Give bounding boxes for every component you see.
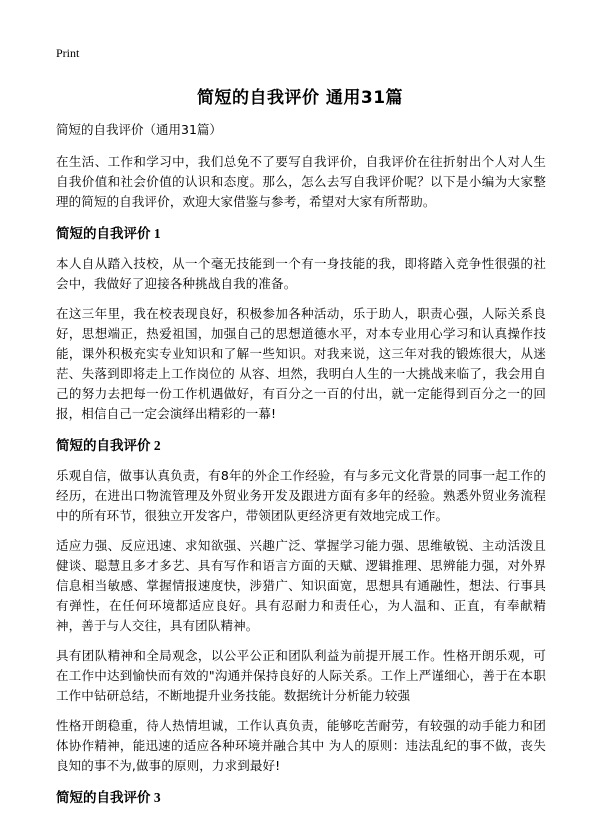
section-heading-2: 简短的自我评价 2 <box>56 438 161 453</box>
section-1-paragraph-2: 在这三年里，我在校表现良好，积极参加各种活动，乐于助人，职责心强，人际关系良好，思想端正，热爱祖国，加强自己的思想道德水平，对本专业用心学习和认真操作技能，课外积极充实专业知识和了解一些知识。对我来说，这三年对我的锻炼很大，从迷茫、失落到即将走上工作岗位的 从容、坦然，我明白人生的一大挑战来临了，我会用自己的努力去把每一份工作机遇做好，有百分之一百的付出，就一定能得到百分之一的回报，相信自己一定会演绎出精彩的一幕! <box>56 306 546 421</box>
section-heading-1: 简短的自我评价 1 <box>56 226 161 241</box>
section-2-paragraph-1: 乐观自信，做事认真负责，有8年的外企工作经验，有与多元文化背景的同事一起工作的经历，在进出口物流管理及外贸业务开发及跟进方面有多年的经验。熟悉外贸业务流程中的所有环节，很独立开发客户，带领团队更经济更有效地完成工作。 <box>56 468 546 523</box>
section-2-paragraph-2: 适应力强、反应迅速、求知欲强、兴趣广泛、掌握学习能力强、思维敏锐、主动活泼且健谈、聪慧且多才多艺、具有写作和语言方面的天赋、逻辑推理、思辨能力强，对外界信息相当敏感、掌握情报速度快，涉猎广、知识面宽，思想具有通融性，想法、行事具有弹性，在任何环境都适应良好。具有忍耐力和责任心，为人温和、正直，有奉献精神，善于与人交往，具有团队精神。 <box>56 538 546 633</box>
section-2-paragraph-4: 性格开朗稳重，待人热情坦诚，工作认真负责，能够吃苦耐劳，有较强的动手能力和团体协作精神，能迅速的适应各种环境并融合其中 为人的原则：违法乱纪的事不做，丧失良知的事不为,做事的原则，力求到最好! <box>56 718 546 773</box>
page-title: 简短的自我评价 通用31篇 <box>196 88 404 108</box>
print-link[interactable]: Print <box>56 46 80 60</box>
section-heading-3: 简短的自我评价 3 <box>56 790 161 805</box>
section-2-paragraph-3: 具有团队精神和全局观念，以公平公正和团队利益为前提开展工作。性格开朗乐观，可在工作中达到愉快而有效的"沟通并保持良好的人际关系。工作上严谨细心，善于在本职工作中钻研总结，不断地提升业务技能。数据统计分析能力较强 <box>56 648 546 703</box>
document-body <box>56 120 546 818</box>
section-1-paragraph-1: 本人自从踏入技校，从一个毫无技能到一个有一身技能的我，即将踏入竞争性很强的社会中，我做好了迎接各种挑战自我的准备。 <box>56 256 546 291</box>
document-subtitle: 简短的自我评价（通用31篇） <box>56 122 222 137</box>
intro-paragraph: 在生活、工作和学习中，我们总免不了要写自我评价，自我评价在往折射出个人对人生自我价值和社会价值的认识和态度。那么，怎么去写自我评价呢？以下是小编为大家整理的简短的自我评价，欢迎大家借鉴与参考，希望对大家有所帮助。 <box>56 154 546 209</box>
